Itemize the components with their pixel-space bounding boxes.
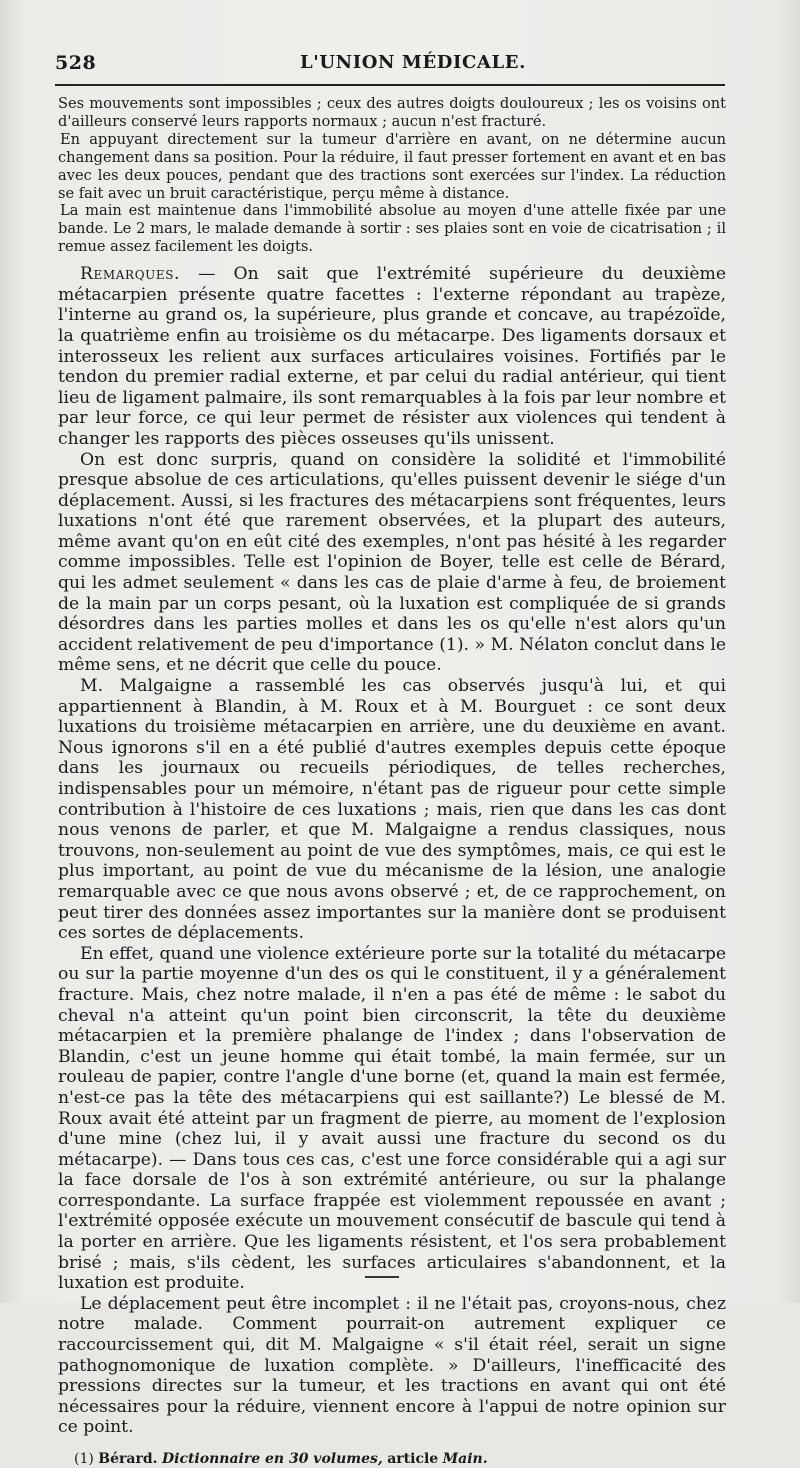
case-observation	[58, 95, 726, 256]
case-paragraph: Ses mouvements sont impossibles ; ceux des autres doigts douloureux ; les os voisins ont d'ailleurs conservé leurs rapports normaux ; aucun n'est fracturé.	[58, 95, 726, 130]
remarks-paragraph: Le déplacement peut être incomplet : il ne l'était pas, croyons-nous, chez notre malade. Comment pourrait-on autrement expliquer ce raccourcissement qui, dit M. Malgaigne « s'il était réel, serait un signe pathognomonique de luxation complète. » D'ailleurs, l'inefficacité des pressions directes sur la tumeur, et les tractions en avant qui ont été nécessaires pour la réduire, viennent encore à l'appui de notre opinion sur ce point.	[58, 1293, 726, 1438]
page-header	[55, 52, 725, 80]
end-rule	[365, 1276, 399, 1278]
footnote-article-label: article	[387, 1451, 439, 1467]
remarks-paragraph: En effet, quand une violence extérieure porte sur la totalité du métacarpe ou sur la partie moyenne d'un des os qui le constituent, il y a généralement fracture. Mais, chez notre malade, il n'en a pas été de même : le sabot du cheval n'a atteint qu'un point bien circonscrit, la tête du deuxième métacarpien et la première phalange de l'index ; dans l'observation de Blandin, c'est un jeune homme qui était tombé, la main fermée, sur un rouleau de papier, contre l'angle d'une borne (et, quand la main est fermée, n'est-ce pas la tête des métacarpiens qui est saillante?) Le blessé de M. Roux avait été atteint par un fragment de pierre, au moment de l'explosion d'une mine (chez lui, il y avait aussi une fracture du second os du métacarpe). — Dans tous ces cas, c'est une force considérable qui a agi sur la face dorsale de l'os à son extrémité antérieure, ou sur la phalange correspondante. La surface frappée est violemment repoussée en avant ; l'extrémité opposée exécute un mouvement consécutif de bascule qui tend à la porter en arrière. Que les ligaments résistent, et l'os sera probablement brisé ; mais, s'ils cèdent, les surfaces articulaires s'abandonnent, et la luxation est produite.	[58, 943, 726, 1294]
footnote	[58, 1450, 726, 1468]
page-number: 528	[55, 52, 97, 74]
footnote-work: Dictionnaire en 30 volumes,	[161, 1451, 383, 1467]
remarks-first-paragraph	[58, 264, 726, 449]
case-paragraph: La main est maintenue dans l'immobilité absolue au moyen d'une attelle fixée par une bande. Le 2 mars, le malade demande à sortir : ses plaies sont en voie de cicatrisation ; il remue assez facilement les doigts.	[58, 202, 726, 256]
article-body	[58, 95, 726, 1468]
remarks-section	[58, 264, 726, 1438]
running-title: L'UNION MÉDICALE.	[300, 52, 526, 73]
case-paragraph: En appuyant directement sur la tumeur d'arrière en avant, on ne détermine aucun changement dans sa position. Pour la réduire, il faut presser fortement en avant et en bas avec les deux pouces, pendant que des tractions sont exercées sur l'index. La réduction se fait avec un bruit caractéristique, perçu même à distance.	[58, 130, 726, 202]
footnote-marker: (1)	[74, 1451, 94, 1467]
remarks-paragraph: M. Malgaigne a rassemblé les cas observés jusqu'à lui, et qui appartiennent à Blandin, à M. Roux et à M. Bourguet : ce sont deux luxations du troisième métacarpien en arrière, une du deuxième en avant. Nous ignorons s'il en a été publié d'autres exemples depuis cette époque dans les journaux ou recueils périodiques, de telles recherches, indispensables pour un mémoire, n'étant pas de rigueur pour cette simple contribution à l'histoire de ces luxations ; mais, rien que dans les cas dont nous venons de parler, et que M. Malgaigne a rendus classiques, nous trouvons, non-seulement au point de vue des symptômes, mais, ce qui est le plus important, au point de vue du mécanisme de la lésion, une analogie remarquable avec ce que nous avons observé ; et, de ce rapprochement, on peut tirer des données assez importantes sur la manière dont se produisent ces sortes de déplacements.	[58, 676, 726, 944]
footnote-author: Bérard.	[98, 1451, 158, 1467]
remarks-paragraph: On est donc surpris, quand on considère la solidité et l'immobilité presque absolue de ces articulations, qu'elles puissent devenir le siége d'un déplacement. Aussi, si les fractures des métacarpiens sont fréquentes, leurs luxations n'ont été que rarement observées, et la plupart des auteurs, même avant qu'on en eût cité des exemples, n'ont pas hésité à les regarder comme impossibles. Telle est l'opinion de Boyer, telle est celle de Bérard, qui les admet seulement « dans les cas de plaie d'arme à feu, de broiement de la main par un corps pesant, où la luxation est compliquée de si grands désordres dans les parties molles et dans les os qu'elle n'est alors qu'un accident relativement de peu d'importance (1). » M. Nélaton conclut dans le même sens, et ne décrit que celle du pouce.	[58, 449, 726, 676]
remarks-first-text: — On sait que l'extrémité supérieure du deuxième métacarpien présente quatre facettes : l'externe répondant au trapèze, l'interne au grand os, la supérieure, plus grande et concave, au trapézoïde, la quatrième enfin au troisième os du métacarpe. Des ligaments dorsaux et interosseux les relient aux surfaces articulaires voisines. Fortifiés par le tendon du premier radial externe, et par celui du radial antérieur, qui tient lieu de ligament palmaire, ils sont remarquables à la fois par leur nombre et par leur force, ce qui leur permet de résister aux violences qui tendent à changer les rapports des pièces osseuses qu'ils unissent.	[58, 264, 726, 449]
header-rule	[55, 84, 725, 86]
remarks-label: Remarques.	[80, 264, 181, 285]
footnote-article: Main.	[442, 1451, 488, 1467]
